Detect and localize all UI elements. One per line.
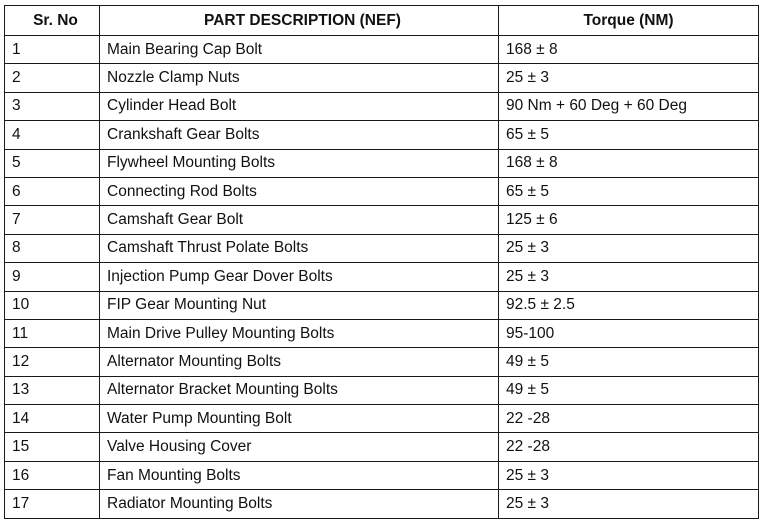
table-row: [5, 263, 759, 291]
cell-part-description: Cylinder Head Bolt: [100, 92, 499, 120]
table-row: [5, 177, 759, 205]
table-row: [5, 36, 759, 64]
table-row: [5, 348, 759, 376]
table-header: [5, 6, 759, 36]
cell-part-description: Main Drive Pulley Mounting Bolts: [100, 319, 499, 347]
table-row: [5, 92, 759, 120]
cell-torque: 25 ± 3: [499, 490, 759, 518]
cell-part-description: Camshaft Gear Bolt: [100, 206, 499, 234]
cell-sr-no: 10: [5, 291, 100, 319]
cell-part-description: Injection Pump Gear Dover Bolts: [100, 263, 499, 291]
cell-part-description: Fan Mounting Bolts: [100, 461, 499, 489]
table-row: [5, 64, 759, 92]
cell-torque: 22 -28: [499, 405, 759, 433]
table-row: [5, 405, 759, 433]
cell-sr-no: 11: [5, 319, 100, 347]
table-row: [5, 291, 759, 319]
cell-sr-no: 3: [5, 92, 100, 120]
cell-part-description: Water Pump Mounting Bolt: [100, 405, 499, 433]
cell-part-description: Valve Housing Cover: [100, 433, 499, 461]
cell-part-description: Camshaft Thrust Polate Bolts: [100, 234, 499, 262]
cell-sr-no: 17: [5, 490, 100, 518]
cell-part-description: Radiator Mounting Bolts: [100, 490, 499, 518]
cell-part-description: Crankshaft Gear Bolts: [100, 121, 499, 149]
table-body: [5, 36, 759, 519]
cell-sr-no: 4: [5, 121, 100, 149]
cell-sr-no: 12: [5, 348, 100, 376]
table-row: [5, 149, 759, 177]
cell-torque: 90 Nm + 60 Deg + 60 Deg: [499, 92, 759, 120]
cell-torque: 125 ± 6: [499, 206, 759, 234]
cell-sr-no: 16: [5, 461, 100, 489]
torque-specification-table: [4, 5, 759, 519]
table-row: [5, 490, 759, 518]
table-row: [5, 234, 759, 262]
cell-torque: 65 ± 5: [499, 177, 759, 205]
cell-sr-no: 1: [5, 36, 100, 64]
cell-part-description: Connecting Rod Bolts: [100, 177, 499, 205]
cell-torque: 168 ± 8: [499, 36, 759, 64]
cell-sr-no: 9: [5, 263, 100, 291]
cell-part-description: Flywheel Mounting Bolts: [100, 149, 499, 177]
cell-torque: 95-100: [499, 319, 759, 347]
cell-torque: 65 ± 5: [499, 121, 759, 149]
table-row: [5, 376, 759, 404]
cell-torque: 25 ± 3: [499, 64, 759, 92]
header-part-description: PART DESCRIPTION (NEF): [100, 6, 499, 36]
cell-sr-no: 14: [5, 405, 100, 433]
table-row: [5, 121, 759, 149]
cell-sr-no: 7: [5, 206, 100, 234]
cell-sr-no: 13: [5, 376, 100, 404]
cell-part-description: Main Bearing Cap Bolt: [100, 36, 499, 64]
cell-torque: 25 ± 3: [499, 263, 759, 291]
cell-sr-no: 2: [5, 64, 100, 92]
cell-torque: 49 ± 5: [499, 348, 759, 376]
cell-sr-no: 15: [5, 433, 100, 461]
cell-sr-no: 6: [5, 177, 100, 205]
cell-torque: 49 ± 5: [499, 376, 759, 404]
header-row: [5, 6, 759, 36]
cell-torque: 25 ± 3: [499, 234, 759, 262]
cell-part-description: FIP Gear Mounting Nut: [100, 291, 499, 319]
cell-torque: 92.5 ± 2.5: [499, 291, 759, 319]
cell-sr-no: 8: [5, 234, 100, 262]
header-sr-no: Sr. No: [5, 6, 100, 36]
cell-part-description: Alternator Bracket Mounting Bolts: [100, 376, 499, 404]
table-row: [5, 433, 759, 461]
cell-part-description: Nozzle Clamp Nuts: [100, 64, 499, 92]
table-row: [5, 319, 759, 347]
cell-part-description: Alternator Mounting Bolts: [100, 348, 499, 376]
table-row: [5, 461, 759, 489]
cell-torque: 168 ± 8: [499, 149, 759, 177]
header-torque: Torque (NM): [499, 6, 759, 36]
table-row: [5, 206, 759, 234]
cell-torque: 25 ± 3: [499, 461, 759, 489]
cell-sr-no: 5: [5, 149, 100, 177]
cell-torque: 22 -28: [499, 433, 759, 461]
